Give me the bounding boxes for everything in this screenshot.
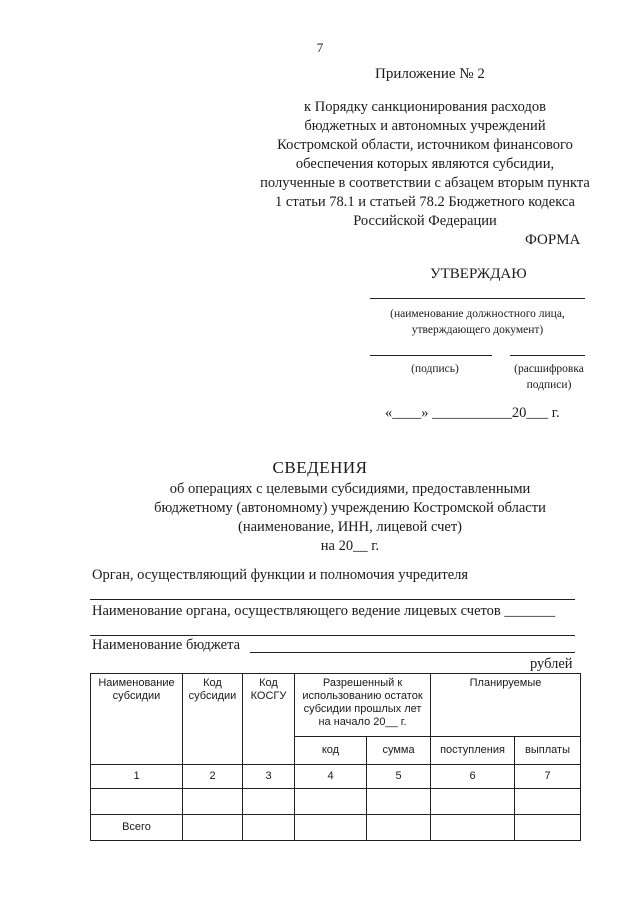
appendix-line: к Порядку санкционирования расходов [304,99,546,115]
total-label: Всего [91,815,183,841]
table-cell [295,789,367,815]
account-keeper-field: Наименование органа, осуществляющего ведение лицевых счетов _______ [92,603,556,619]
header-subsidy-code: Код субсидии [183,674,243,765]
column-number: 6 [431,765,515,789]
total-row [91,815,581,841]
table-cell [367,789,431,815]
approval-title: УТВЕРЖДАЮ [430,266,527,282]
founder-line [90,599,575,600]
table-cell [367,815,431,841]
table-row [91,789,581,815]
account-keeper-line [90,635,575,636]
decode-caption: (расшифровка подписи) [514,363,584,391]
table-cell [91,789,183,815]
table-cell [243,815,295,841]
appendix-line: Российской Федерации [353,213,497,229]
column-number: 1 [91,765,183,789]
header-code: код [295,737,367,765]
table-cell [183,789,243,815]
appendix-line: Костромской области, источником финансового [277,137,573,153]
column-number: 5 [367,765,431,789]
subheading-line: (наименование, ИНН, лицевой счет) [238,519,462,535]
document-heading: СВЕДЕНИЯ [272,458,368,477]
document-subheading [120,480,580,556]
column-number: 2 [183,765,243,789]
form-label: ФОРМА [525,232,581,248]
column-number: 7 [515,765,581,789]
table-cell [183,815,243,841]
subsidy-table [90,673,581,841]
official-caption: (наименование должностного лица, утверждающего документ) [390,308,565,336]
header-subsidy-name: Наименование субсидии [91,674,183,765]
units-label: рублей [530,656,573,672]
header-receipts: поступления [431,737,515,765]
header-sum: сумма [367,737,431,765]
appendix-line: полученные в соответствии с абзацем вторым пункта [260,175,590,191]
appendix-line: 1 статьи 78.1 и статьей 78.2 Бюджетного кодекса [275,194,575,210]
table-cell [431,815,515,841]
column-number: 4 [295,765,367,789]
founder-field: Орган, осуществляющий функции и полномочия учредителя [92,567,469,583]
signature-caption: (подпись) [411,363,459,375]
appendix-title: Приложение № 2 [375,66,485,82]
appendix-line: бюджетных и автономных учреждений [304,118,546,134]
official-line [370,298,585,299]
header-planned: Планируемые [431,674,581,737]
table-cell [515,789,581,815]
appendix-line: обеспечения которых являются субсидии, [295,156,555,172]
table-cell [515,815,581,841]
subheading-line: бюджетному (автономному) учреждению Костромской области [154,500,546,516]
column-number: 3 [243,765,295,789]
signature-line [370,355,492,356]
table-cell [431,789,515,815]
header-payments: выплаты [515,737,581,765]
header-kosgu-code: Код КОСГУ [243,674,295,765]
header-allowed-remainder: Разрешенный к использованию остаток субсидии прошлых лет на начало 20__ г. [295,674,431,737]
budget-field: Наименование бюджета [92,637,241,653]
budget-line [250,652,575,653]
approval-date: «____» ___________20___ г. [385,405,560,421]
decode-line [510,355,585,356]
page-number: 7 [316,40,324,55]
table-cell [295,815,367,841]
table-cell [243,789,295,815]
subheading-line: на 20__ г. [320,538,380,554]
appendix-subtitle [250,98,600,231]
subheading-line: об операциях с целевыми субсидиями, предоставленными [169,481,531,497]
